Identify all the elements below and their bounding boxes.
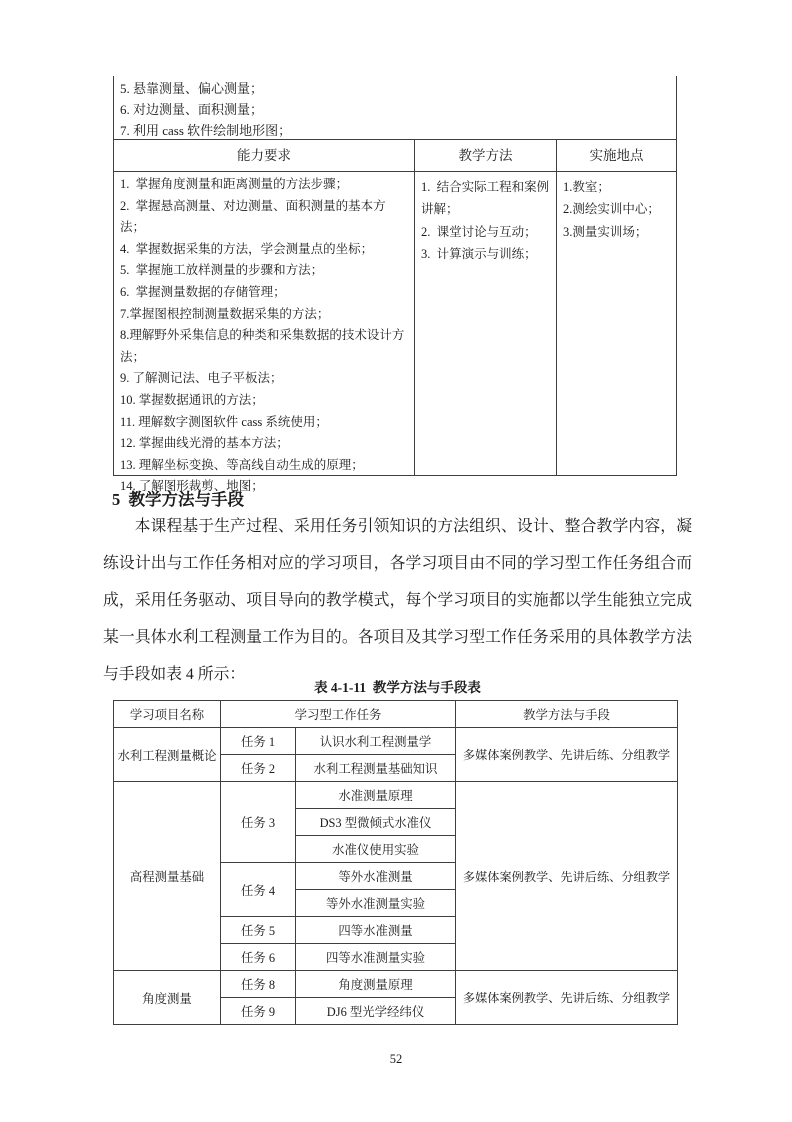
task-no-cell: 任务 5 <box>221 917 296 944</box>
task-item-cell: 水利工程测量基础知识 <box>296 755 456 782</box>
page-number: 52 <box>389 1052 403 1066</box>
list-item: 1. 结合实际工程和案例讲解； <box>421 180 550 217</box>
list-item: 5. 掌握施工放样测量的步骤和方法； <box>120 263 324 278</box>
section-heading: 5 教学方法与手段 <box>112 490 244 509</box>
list-item: 4. 掌握数据采集的方法，学会测量点的坐标； <box>120 241 374 256</box>
list-item: 7. 利用 cass 软件绘制地形图； <box>120 123 292 138</box>
list-item: 3. 计算演示与训练； <box>421 247 537 262</box>
method-cell: 多媒体案例教学、先讲后练、分组教学 <box>456 782 678 971</box>
list-item: 6. 掌握测量数据的存储管理； <box>120 284 286 299</box>
teaching-methods-cell <box>414 172 556 475</box>
list-item: 7.掌握图根控制测量数据采集的方法； <box>120 306 330 321</box>
header-project-name: 学习项目名称 <box>114 701 221 728</box>
task-no-cell: 任务 4 <box>221 863 296 917</box>
column-header-location: 实施地点 <box>556 140 676 171</box>
teaching-methods-table <box>113 700 678 1025</box>
table-row <box>114 728 678 755</box>
list-item: 2. 课堂讨论与互动； <box>421 224 537 239</box>
list-item: 13. 理解坐标变换、等高线自动生成的原理； <box>120 457 364 472</box>
task-item-cell: 等外水准测量 <box>296 863 456 890</box>
task-item-cell: 认识水利工程测量学 <box>296 728 456 755</box>
list-item: 9. 了解测记法、电子平板法； <box>120 371 283 386</box>
list-item: 2. 掌握悬高测量、对边测量、面积测量的基本方法； <box>120 198 386 235</box>
table-row <box>114 782 678 809</box>
task-item-cell: 四等水准测量实验 <box>296 944 456 971</box>
list-item: 1. 掌握角度测量和距离测量的方法步骤； <box>120 177 349 191</box>
method-cell: 多媒体案例教学、先讲后练、分组教学 <box>456 728 678 782</box>
task-no-cell: 任务 1 <box>221 728 296 755</box>
table-header-row <box>114 701 678 728</box>
task-no-cell: 任务 3 <box>221 782 296 863</box>
table-row <box>114 971 678 998</box>
task-item-cell: DJ6 型光学经纬仪 <box>296 998 456 1025</box>
task-no-cell: 任务 2 <box>221 755 296 782</box>
ability-requirements-cell <box>114 172 414 494</box>
continued-list-cell <box>114 76 676 140</box>
header-work-tasks: 学习型工作任务 <box>221 701 456 728</box>
task-item-cell: 水准仪使用实验 <box>296 836 456 863</box>
list-item: 10. 掌握数据通讯的方法； <box>120 392 264 407</box>
list-item: 11. 理解数字测图软件 cass 系统使用； <box>120 414 328 429</box>
task-no-cell: 任务 6 <box>221 944 296 971</box>
list-item: 14. 了解图形裁剪、地图； <box>120 479 264 494</box>
body-paragraph: 本课程基于生产过程、采用任务引领知识的方法组织、设计、整合教学内容，凝练设计出与工作任务相对应的学习项目，各学习项目由不同的学习型工作任务组合而成，采用任务驱动、项目导向的教学模式，每个学习项目的实施都以学生能独立完成某一具体水利工程测量工作为目的。各项目及其学习型工作任务采用的具体教学方法与手段如表 4 所示： <box>103 518 692 683</box>
table-caption: 表 4-1-11 教学方法与手段表 <box>314 680 481 695</box>
project-cell: 角度测量 <box>114 971 221 1025</box>
capability-table-header <box>114 140 676 172</box>
list-item: 3.测量实训场； <box>563 224 648 239</box>
column-header-method: 教学方法 <box>414 140 556 171</box>
project-cell: 高程测量基础 <box>114 782 221 971</box>
method-cell: 多媒体案例教学、先讲后练、分组教学 <box>456 971 678 1025</box>
list-item: 5. 悬靠测量、偏心测量； <box>120 81 264 96</box>
list-item: 2.测绘实训中心； <box>563 202 660 217</box>
locations-cell <box>556 172 676 475</box>
list-item: 8.理解野外采集信息的种类和采集数据的技术设计方法； <box>120 328 405 364</box>
list-item: 6. 对边测量、面积测量； <box>120 102 264 117</box>
list-item: 12. 掌握曲线光滑的基本方法； <box>120 436 289 451</box>
capability-table <box>113 76 677 494</box>
task-no-cell: 任务 9 <box>221 998 296 1025</box>
task-item-cell: 四等水准测量 <box>296 917 456 944</box>
task-item-cell: 等外水准测量实验 <box>296 890 456 917</box>
task-item-cell: 角度测量原理 <box>296 971 456 998</box>
task-no-cell: 任务 8 <box>221 971 296 998</box>
capability-table-body <box>114 172 676 494</box>
task-item-cell: DS3 型微倾式水准仪 <box>296 809 456 836</box>
project-cell: 水利工程测量概论 <box>114 728 221 782</box>
header-methods: 教学方法与手段 <box>456 701 678 728</box>
task-item-cell: 水准测量原理 <box>296 782 456 809</box>
column-header-ability: 能力要求 <box>237 148 291 163</box>
list-item: 1.教室； <box>563 180 610 194</box>
